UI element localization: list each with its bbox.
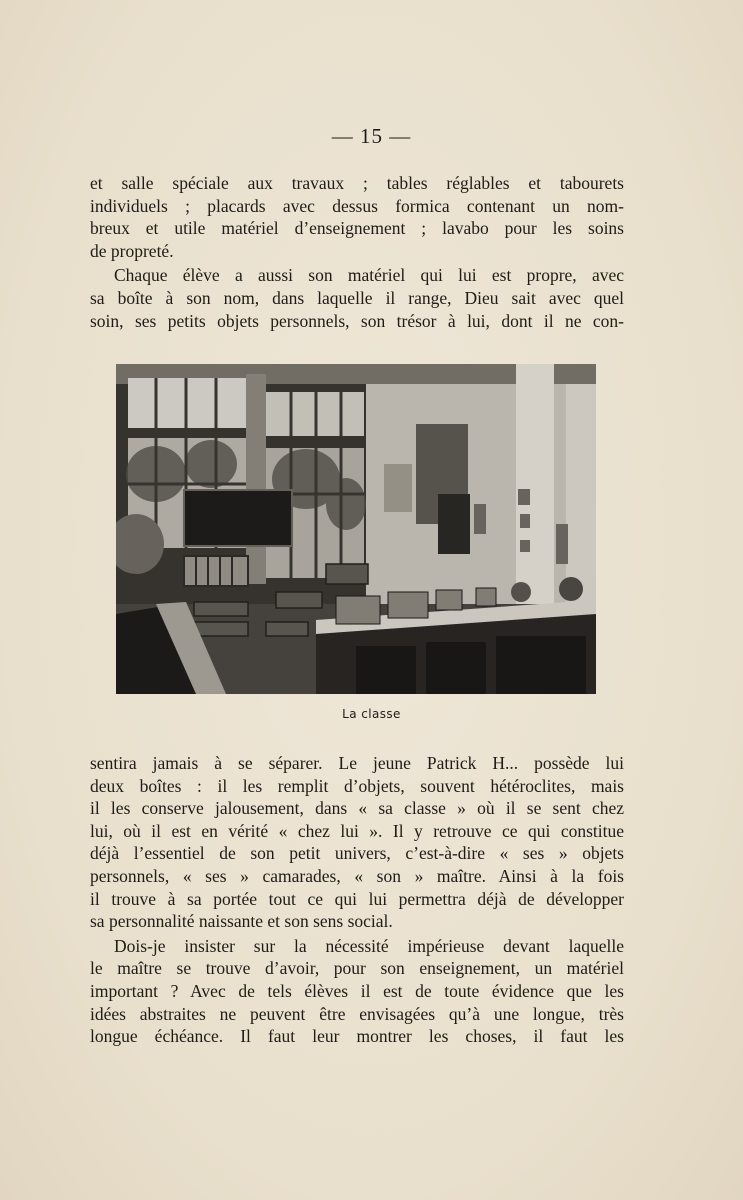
paragraph-second — [90, 264, 624, 332]
text-line: sa boîte à son nom, dans laquelle il range, Dieu sait avec quel — [90, 287, 624, 308]
text-line: longue échéance. Il faut leur montrer les choses, il faut les — [90, 1026, 624, 1047]
page-number: — 15 — — [331, 124, 412, 148]
paragraph-fourth — [90, 935, 624, 1048]
classroom-photo — [116, 364, 596, 694]
text-line: sa personnalité naissante et son sens social. — [90, 911, 393, 932]
text-line: lui, où il est en vérité « chez lui ». Il y retrouve ce qui constitue — [90, 820, 624, 841]
text-line: personnels, « ses » camarades, « son » maître. Ainsi à la fois — [90, 865, 624, 886]
classroom-photo-illustration — [116, 364, 596, 694]
text-line: le maître se trouve d’avoir, pour son enseignement, un matériel — [90, 958, 624, 979]
text-line: Dois-je insister sur la nécessité impérieuse devant laquelle — [114, 935, 624, 956]
text-line: et salle spéciale aux travaux ; tables réglables et tabourets — [90, 173, 624, 193]
text-block-top — [90, 172, 624, 332]
text-line: individuels ; placards avec dessus formica contenant un nom- — [90, 195, 624, 216]
paragraph-top — [90, 172, 624, 262]
text-line: idées abstraites ne peuvent être envisagées qu’à une longue, très — [90, 1003, 624, 1024]
text-line: il les conserve jalousement, dans « sa classe » où il se sent chez — [90, 798, 624, 819]
paragraph-third — [90, 752, 624, 933]
photo-caption: La classe — [342, 707, 401, 721]
text-line: soin, ses petits objets personnels, son trésor à lui, dont il ne con- — [90, 310, 624, 331]
text-line: deux boîtes : il les remplit d’objets, souvent hétéroclites, mais — [90, 775, 624, 796]
text-line: breux et utile matériel d’enseignement ; lavabo pour les soins — [90, 218, 624, 239]
text-block-bottom — [90, 752, 624, 1048]
text-line: Chaque élève a aussi son matériel qui lui est propre, avec — [114, 265, 624, 286]
text-line: il trouve à sa portée tout ce qui lui permettra déjà de développer — [90, 888, 624, 909]
text-line: important ? Avec de tels élèves il est de toute évidence que les — [90, 980, 624, 1001]
text-line: déjà l’essentiel de son petit univers, c’est-à-dire « ses » objets — [90, 843, 624, 864]
text-line: de propreté. — [90, 240, 174, 261]
text-line: sentira jamais à se séparer. Le jeune Patrick H... possède lui — [90, 753, 624, 773]
